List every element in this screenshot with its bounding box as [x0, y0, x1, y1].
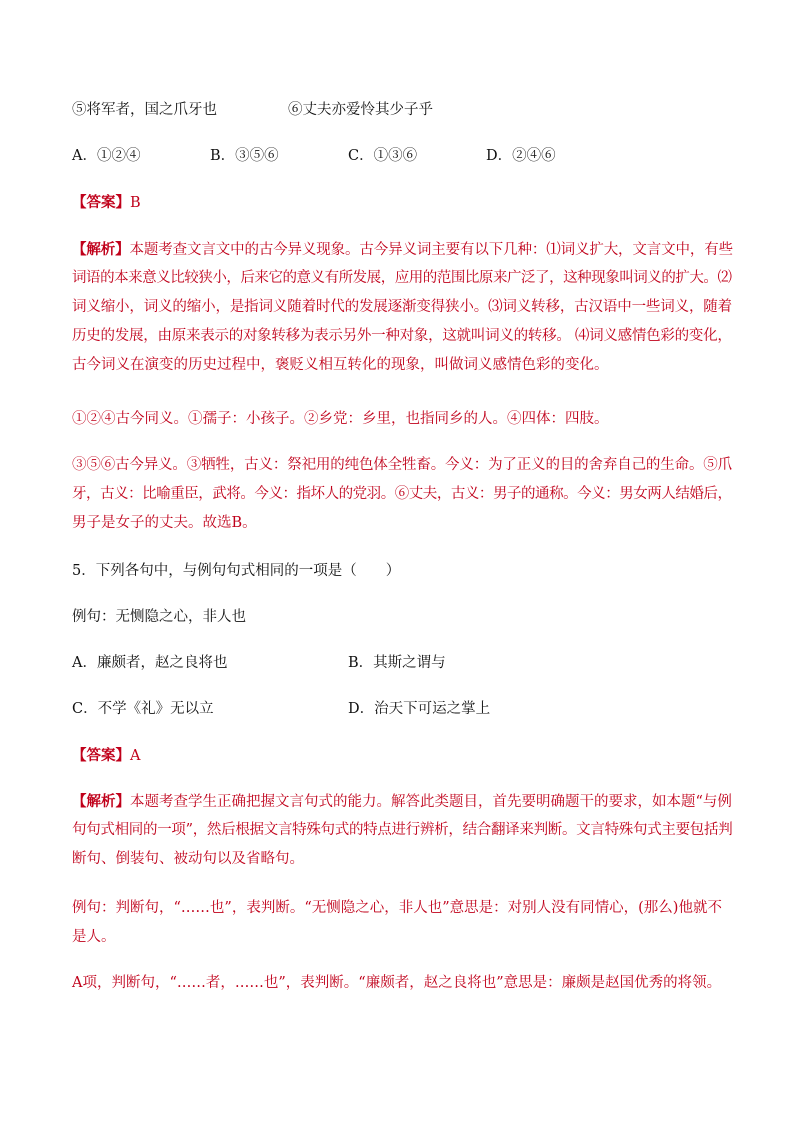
q4-analysis-para-3-line-2: 牙，古义：比喻重臣，武将。今义：指坏人的党羽。⑥丈夫，古义：男子的通称。今义：男女两人结婚后， [72, 486, 732, 502]
q4-analysis-para-3-line-3: 男子是女子的丈夫。故选B。 [72, 515, 257, 531]
q5-analysis-para-2-line-1: 例句：判断句，“……也”，表判断。“无恻隐之心，非人也”意思是：对别人没有同情心，(那么)他就不 [72, 900, 722, 916]
q5-option-a: A．廉颇者，赵之良将也 [72, 655, 228, 671]
q5-option-b: B．其斯之谓与 [348, 655, 446, 671]
q5-analysis-line-2: 句句式相同的一项”，然后根据文言特殊句式的特点进行辨析，结合翻译来判断。文言特殊句式主要包括判 [72, 822, 733, 838]
q4-option-d: D．②④⑥ [486, 148, 556, 164]
q4-analysis-label: 【解析】 [72, 241, 130, 258]
q4-answer-value: B [130, 195, 141, 211]
q4-answer-label: 【答案】 [72, 194, 130, 211]
q5-stem: 5．下列各句中，与例句句式相同的一项是（ ） [72, 563, 401, 579]
q5-analysis-line-3: 断句、倒装句、被动句以及省略句。 [72, 851, 304, 867]
q4-analysis-line-2: 词语的本来意义比较狭小，后来它的意义有所发展，应用的范围比原来广泛了，这种现象叫词义的扩大。⑵ [72, 270, 732, 286]
q4-analysis-line-1: 【解析】本题考查文言文中的古今异义现象。古今异义词主要有以下几种：⑴词义扩大，文言文中，有些 [72, 241, 734, 258]
q5-answer-label: 【答案】 [72, 747, 130, 764]
q4-item-6: ⑥丈夫亦爱怜其少子乎 [288, 102, 433, 118]
q4-option-a: A．①②④ [72, 148, 141, 164]
q4-option-c: C．①③⑥ [348, 148, 418, 164]
q5-analysis-line-1: 【解析】本题考查学生正确把握文言句式的能力。解答此类题目，首先要明确题干的要求，如本题“与例 [72, 793, 732, 810]
q4-analysis-line-4: 历史的发展，由原来表示的对象转移为表示另外一种对象，这就叫词义的转移。 ⑷词义感情色彩的变化， [72, 328, 732, 344]
q5-analysis-label: 【解析】 [72, 793, 130, 810]
q5-option-c: C．不学《礼》无以立 [72, 701, 214, 717]
q4-item-5: ⑤将军者，国之爪牙也 [72, 102, 217, 118]
q4-analysis-para-3-line-1: ③⑤⑥古今异义。③牺牲，古义：祭祀用的纯色体全牲畜。今义：为了正义的目的舍弃自己的生命。⑤爪 [72, 457, 733, 473]
q4-analysis-line-3: 词义缩小，词义的缩小，是指词义随着时代的发展逐渐变得狭小。⑶词义转移，古汉语中一些词义，随着 [72, 299, 733, 315]
q5-option-d: D．治天下可运之掌上 [348, 701, 491, 717]
q5-analysis-para-3: A项，判断句，“……者，……也”，表判断。“廉颇者，赵之良将也”意思是：廉颇是赵国优秀的将领。 [72, 975, 722, 991]
q4-analysis-line-5: 古今词义在演变的历史过程中，褒贬义相互转化的现象，叫做词义感情色彩的变化。 [72, 357, 609, 373]
q5-answer-value: A [130, 748, 141, 764]
q4-option-b: B．③⑤⑥ [210, 148, 279, 164]
q5-example: 例句：无恻隐之心，非人也 [72, 609, 246, 625]
q5-answer [72, 746, 732, 766]
q4-analysis-para-2: ①②④古今同义。①孺子：小孩子。②乡党：乡里，也指同乡的人。④四体：四肢。 [72, 411, 609, 427]
q4-answer [72, 193, 732, 213]
q5-analysis-para-2-line-2: 是人。 [72, 929, 116, 945]
